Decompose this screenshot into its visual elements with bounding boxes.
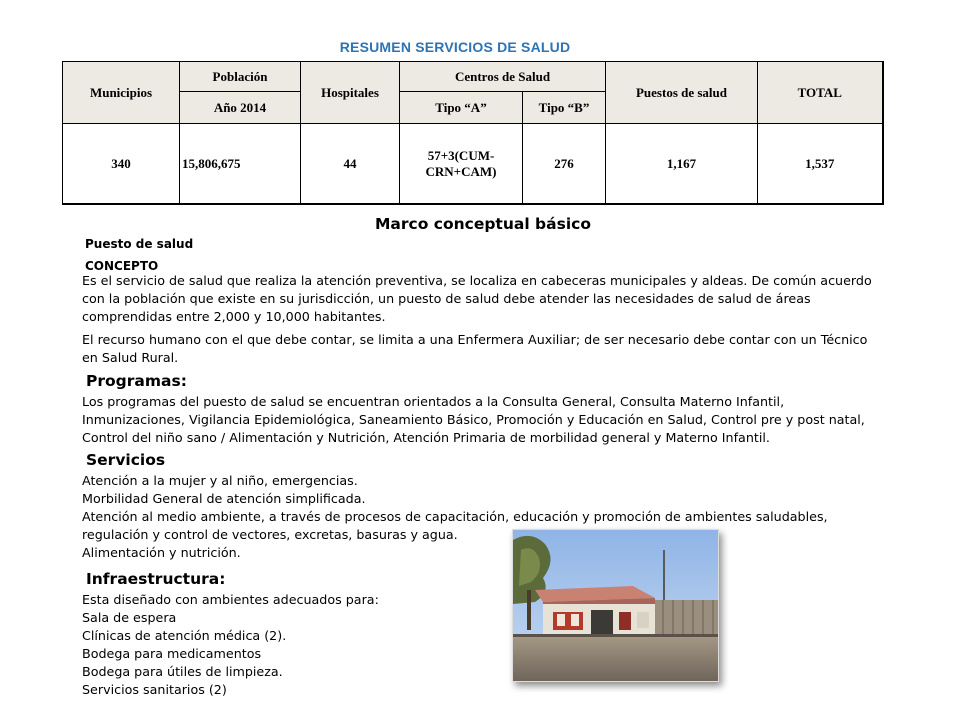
servicios-heading: Servicios bbox=[86, 451, 166, 469]
servicios-line: Morbilidad General de atención simplificada. bbox=[82, 491, 366, 506]
recurso-humano-paragraph bbox=[82, 331, 885, 367]
infraestructura-item: Clínicas de atención médica (2). bbox=[82, 628, 287, 643]
health-post-photo bbox=[512, 529, 719, 682]
header-municipios: Municipios bbox=[63, 62, 180, 124]
header-tipo-a: Tipo “A” bbox=[400, 92, 523, 124]
infraestructura-item: Bodega para útiles de limpieza. bbox=[82, 664, 283, 679]
cell-hospitales: 44 bbox=[301, 124, 400, 205]
infraestructura-item: Sala de espera bbox=[82, 610, 177, 625]
infraestructura-item: Bodega para medicamentos bbox=[82, 646, 262, 661]
recurso-line: El recurso humano con el que debe contar, se limita a una Enfermera Auxiliar; de ser necesario debe contar con un Técnico bbox=[82, 332, 868, 347]
concepto-paragraph bbox=[82, 272, 885, 326]
programas-paragraph bbox=[82, 393, 885, 447]
programas-heading: Programas: bbox=[86, 372, 187, 390]
cell-puestos-de-salud: 1,167 bbox=[606, 124, 758, 205]
infraestructura-item: Servicios sanitarios (2) bbox=[82, 682, 227, 697]
health-services-summary-table bbox=[62, 61, 884, 205]
health-post-building-illustration bbox=[513, 530, 718, 681]
programas-line: Control del niño sano / Alimentación y Nutrición, Atención Primaria de morbilidad general y Materno Infantil. bbox=[82, 430, 770, 445]
servicios-paragraph bbox=[82, 472, 885, 562]
cell-poblacion: 15,806,675 bbox=[180, 124, 301, 205]
puesto-de-salud-subheading: Puesto de salud bbox=[85, 237, 194, 251]
concepto-line: con la población que existe en su jurisdicción, un puesto de salud debe atender las necesidades de salud de áreas bbox=[82, 291, 811, 306]
infraestructura-heading: Infraestructura: bbox=[86, 570, 226, 588]
programas-line: Inmunizaciones, Vigilancia Epidemiológica, Saneamiento Básico, Promoción y Educación en Salud, Control pre y post natal, bbox=[82, 412, 865, 427]
servicios-line: Atención a la mujer y al niño, emergencias. bbox=[82, 473, 358, 488]
infraestructura-item: Esta diseñado con ambientes adecuados para: bbox=[82, 592, 379, 607]
infraestructura-list bbox=[82, 591, 502, 699]
cell-tipo-a-line2: CRN+CAM) bbox=[425, 163, 497, 179]
servicios-line: Atención al medio ambiente, a través de procesos de capacitación, educación y promoción de ambientes saludables, bbox=[82, 509, 828, 524]
page-title: RESUMEN SERVICIOS DE SALUD bbox=[339, 39, 571, 55]
header-tipo-b: Tipo “B” bbox=[523, 92, 606, 124]
cell-tipo-a bbox=[400, 124, 523, 205]
servicios-line: regulación y control de vectores, excretas, basuras y agua. bbox=[82, 527, 458, 542]
cell-municipios: 340 bbox=[63, 124, 180, 205]
servicios-line: Alimentación y nutrición. bbox=[82, 545, 241, 560]
header-hospitales: Hospitales bbox=[301, 62, 400, 124]
concepto-line: Es el servicio de salud que realiza la atención preventiva, se localiza en cabeceras municipales y aldeas. De común acuerdo bbox=[82, 273, 872, 288]
cell-total: 1,537 bbox=[758, 124, 883, 205]
recurso-line: en Salud Rural. bbox=[82, 350, 179, 365]
header-puestos-de-salud: Puestos de salud bbox=[606, 62, 758, 124]
header-anio-2014: Año 2014 bbox=[180, 92, 301, 124]
header-total: TOTAL bbox=[758, 62, 883, 124]
concepto-line: comprendidas entre 2,000 y 10,000 habitantes. bbox=[82, 309, 386, 324]
header-centros-de-salud: Centros de Salud bbox=[400, 62, 606, 92]
concepto-label: CONCEPTO bbox=[85, 259, 159, 273]
header-poblacion: Población bbox=[180, 62, 301, 92]
cell-tipo-b: 276 bbox=[523, 124, 606, 205]
marco-heading: Marco conceptual básico bbox=[375, 215, 591, 233]
programas-line: Los programas del puesto de salud se encuentran orientados a la Consulta General, Consulta Materno Infantil, bbox=[82, 394, 785, 409]
cell-tipo-a-line1: 57+3(CUM- bbox=[427, 147, 495, 163]
